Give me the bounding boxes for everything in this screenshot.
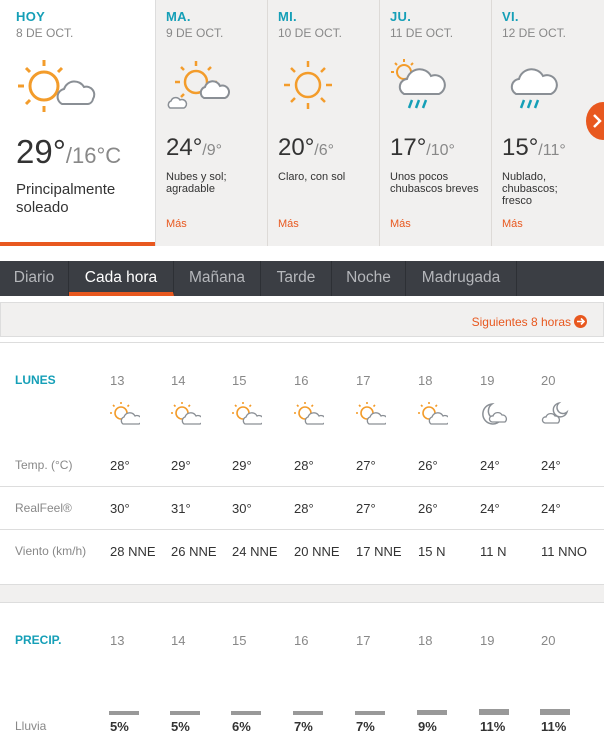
- hour-navigation-bar: [0, 302, 604, 337]
- realfeel-value: 24°: [541, 501, 561, 516]
- rain-bar: [540, 709, 570, 715]
- rain-value: 7%: [356, 719, 375, 734]
- hour-label: 16: [294, 633, 309, 648]
- rain-bar: [231, 711, 261, 715]
- day-name: JU.: [390, 9, 412, 24]
- day-card-tue[interactable]: [156, 0, 268, 246]
- temp-value: 29°: [171, 458, 191, 473]
- rain-bar: [479, 709, 509, 715]
- temp-value: 24°: [480, 458, 500, 473]
- hour-label: 19: [480, 633, 495, 648]
- realfeel-value: 31°: [171, 501, 191, 516]
- day-date: 10 DE OCT.: [278, 26, 343, 40]
- hour-label: 19: [480, 373, 495, 388]
- realfeel-value: 28°: [294, 501, 314, 516]
- night-cloud-icon: [478, 401, 508, 432]
- day-card-wed[interactable]: [268, 0, 380, 246]
- hour-label: 17: [356, 633, 371, 648]
- day-date: 9 DE OCT.: [166, 26, 224, 40]
- partly-sunny-icon: [110, 401, 140, 432]
- temp-label: Temp. (°C): [15, 458, 73, 472]
- wind-value: 11 N: [480, 544, 507, 559]
- precip-label: PRECIP.: [15, 633, 62, 647]
- temp-value: 28°: [294, 458, 314, 473]
- realfeel-label: RealFeel®: [15, 501, 72, 515]
- hour-label: 16: [294, 373, 309, 388]
- tab-madrugada[interactable]: Madrugada: [406, 261, 517, 296]
- hour-label: 15: [232, 633, 247, 648]
- wind-value: 28 NNE: [110, 544, 156, 559]
- day-description: Claro, con sol: [278, 171, 346, 183]
- day-date: 12 DE OCT.: [502, 26, 567, 40]
- day-date: 8 DE OCT.: [16, 26, 74, 40]
- rain-bar: [170, 711, 200, 715]
- day-card-today[interactable]: [0, 0, 156, 246]
- realfeel-value: 30°: [110, 501, 130, 516]
- realfeel-value: 30°: [232, 501, 252, 516]
- wind-label: Viento (km/h): [15, 544, 87, 558]
- rain-bar: [417, 710, 447, 715]
- cloud-rain-icon: [504, 60, 562, 116]
- day-temp: 24°/9°: [166, 134, 223, 161]
- hourly-panel: [0, 342, 604, 585]
- precip-panel: [0, 602, 604, 747]
- hour-label: 17: [356, 373, 371, 388]
- more-link[interactable]: Más: [502, 218, 523, 230]
- temp-value: 26°: [418, 458, 438, 473]
- hour-label: 20: [541, 633, 556, 648]
- rain-value: 11%: [541, 719, 567, 734]
- hour-label: 18: [418, 373, 433, 388]
- day-temp: 15°/11°: [502, 134, 566, 161]
- day-description: Principalmente soleado: [16, 181, 116, 216]
- temp-value: 27°: [356, 458, 376, 473]
- wind-value: 11 NNO: [541, 544, 587, 559]
- daily-forecast-strip: [0, 0, 604, 246]
- wind-value: 20 NNE: [294, 544, 340, 559]
- wind-value: 26 NNE: [171, 544, 217, 559]
- day-temp: 17°/10°: [390, 134, 455, 161]
- realfeel-value: 26°: [418, 501, 438, 516]
- tab-tarde[interactable]: Tarde: [261, 261, 332, 296]
- arrow-right-icon: [574, 315, 587, 328]
- tab-diario[interactable]: Diario: [0, 261, 69, 296]
- temp-value: 29°: [232, 458, 252, 473]
- day-temp: 29°/16°C: [16, 133, 122, 170]
- sun-cloud-icon: [166, 58, 230, 112]
- next-hours-link[interactable]: [472, 315, 587, 329]
- hour-label: 14: [171, 633, 186, 648]
- day-label: LUNES: [15, 373, 56, 387]
- hour-label: 14: [171, 373, 186, 388]
- sun-icon: [278, 58, 338, 112]
- partly-sunny-icon: [232, 401, 262, 432]
- day-name: MA.: [166, 9, 191, 24]
- realfeel-value: 27°: [356, 501, 376, 516]
- tab-noche[interactable]: Noche: [332, 261, 406, 296]
- period-tabs: [0, 261, 604, 296]
- day-temp: 20°/6°: [278, 134, 335, 161]
- more-link[interactable]: Más: [166, 218, 187, 230]
- day-description: Nublado, chubascos; fresco: [502, 171, 558, 207]
- tab-manana[interactable]: Mañana: [174, 261, 261, 296]
- rain-value: 11%: [480, 719, 506, 734]
- day-name: VI.: [502, 9, 519, 24]
- partly-sunny-icon: [14, 56, 98, 116]
- hour-label: 18: [418, 633, 433, 648]
- temp-value: 24°: [541, 458, 561, 473]
- partly-sunny-icon: [356, 401, 386, 432]
- rain-value: 5%: [110, 719, 129, 734]
- rain-value: 9%: [418, 719, 437, 734]
- sun-rain-icon: [388, 56, 450, 116]
- partly-sunny-icon: [171, 401, 201, 432]
- more-link[interactable]: Más: [390, 218, 411, 230]
- hour-label: 13: [110, 373, 125, 388]
- hour-label: 15: [232, 373, 247, 388]
- partly-sunny-icon: [294, 401, 324, 432]
- rain-bar: [293, 711, 323, 715]
- partly-sunny-icon: [418, 401, 448, 432]
- rain-bar: [355, 711, 385, 715]
- hour-label: 13: [110, 633, 125, 648]
- hour-label: 20: [541, 373, 556, 388]
- wind-value: 15 N: [418, 544, 446, 559]
- moon-cloud-icon: [541, 401, 571, 432]
- wind-value: 17 NNE: [356, 544, 402, 559]
- day-name: MI.: [278, 9, 297, 24]
- day-card-thu[interactable]: [380, 0, 492, 246]
- day-description: Unos pocos chubascos breves: [390, 171, 479, 195]
- rain-label: Lluvia: [15, 719, 47, 733]
- day-name: HOY: [16, 9, 46, 24]
- rain-bar: [109, 711, 139, 715]
- day-description: Nubes y sol; agradable: [166, 171, 227, 195]
- chevron-right-icon: [592, 113, 602, 129]
- day-date: 11 DE OCT.: [390, 26, 454, 40]
- next-hours-label: Siguientes 8 horas: [471, 315, 571, 329]
- temp-value: 28°: [110, 458, 130, 473]
- rain-value: 5%: [171, 719, 190, 734]
- tab-cada-hora[interactable]: Cada hora: [69, 261, 174, 296]
- rain-value: 7%: [294, 719, 313, 734]
- wind-value: 24 NNE: [232, 544, 278, 559]
- realfeel-value: 24°: [480, 501, 500, 516]
- rain-value: 6%: [232, 719, 251, 734]
- more-link[interactable]: Más: [278, 218, 299, 230]
